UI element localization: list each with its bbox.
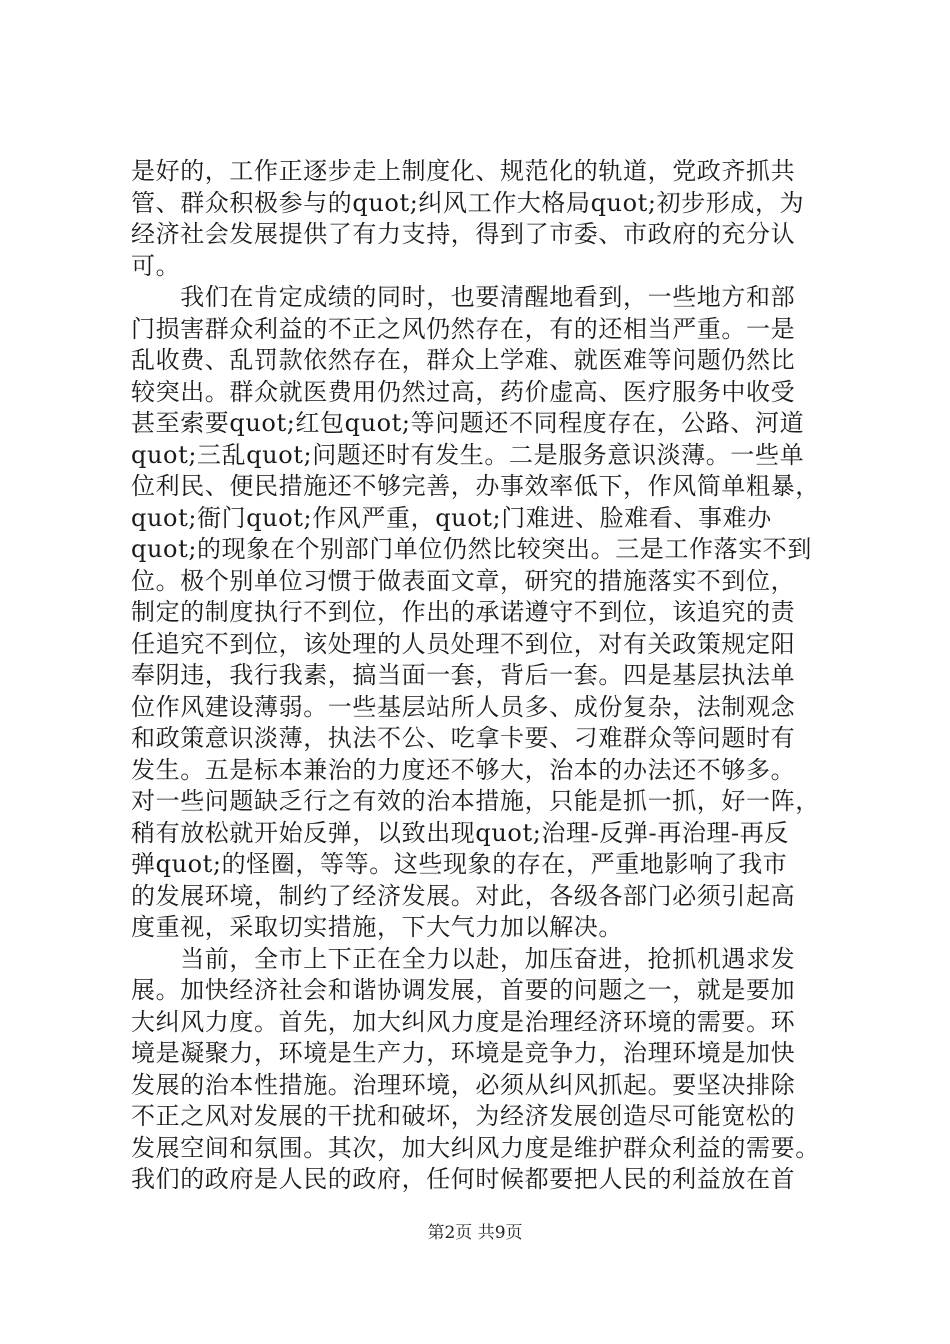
body-text: [131, 156, 831, 1196]
text-line: 大纠风力度。首先，加大纠风力度是治理经济环境的需要。环: [131, 1007, 796, 1036]
text-line: 稍有放松就开始反弹，以致出现quot;治理-反弹-再治理-再反: [131, 818, 789, 847]
text-line: 当前，全市上下正在全力以赴，加压奋进，抢抓机遇求发: [131, 944, 796, 973]
text-line: 任追究不到位，该处理的人员处理不到位，对有关政策规定阳: [131, 629, 796, 658]
text-line: 乱收费、乱罚款依然存在，群众上学难、就医难等问题仍然比: [131, 346, 796, 374]
text-line: 度重视，采取切实措施，下大气力加以解决。: [131, 913, 623, 941]
text-line: 制定的制度执行不到位，作出的承诺遵守不到位，该追究的责: [131, 598, 796, 626]
text-line: 是好的，工作正逐步走上制度化、规范化的轨道，党政齐抓共: [131, 157, 796, 185]
text-line: 不正之风对发展的干扰和破坏，为经济发展创造尽可能宽松的: [131, 1102, 796, 1130]
text-line: 发展空间和氛围。其次，加大纠风力度是维护群众利益的需要。: [131, 1133, 820, 1162]
text-line: 位作风建设薄弱。一些基层站所人员多、成份复杂，法制观念: [131, 692, 796, 721]
text-line: 弹quot;的怪圈，等等。这些现象的存在，严重地影响了我市: [131, 850, 788, 878]
text-line: 管、群众积极参与的quot;纠风工作大格局quot;初步形成，为: [131, 188, 805, 217]
text-line: 可。: [131, 251, 181, 280]
text-line: 位。极个别单位习惯于做表面文章，研究的措施落实不到位，: [131, 566, 796, 595]
text-line: 发展的治本性措施。治理环境，必须从纠风抓起。要坚决排除: [131, 1070, 796, 1099]
text-line: 门损害群众利益的不正之风仍然存在，有的还相当严重。一是: [131, 314, 796, 343]
text-line: 位利民、便民措施还不够完善，办事效率低下，作风简单粗暴，: [131, 472, 820, 500]
text-line: 我们的政府是人民的政府，任何时候都要把人民的利益放在首: [131, 1165, 796, 1193]
text-line: 展。加快经济社会和谐协调发展，首要的问题之一，就是要加: [131, 976, 796, 1004]
text-line: 对一些问题缺乏行之有效的治本措施，只能是抓一抓，好一阵，: [131, 787, 820, 815]
text-line: 甚至索要quot;红包quot;等问题还不同程度存在，公路、河道: [131, 409, 805, 437]
text-line: quot;三乱quot;问题还时有发生。二是服务意识淡薄。一些单: [131, 440, 805, 469]
text-line: 发生。五是标本兼治的力度还不够大，治本的办法还不够多。: [131, 755, 796, 784]
text-line: 境是凝聚力，环境是生产力，环境是竞争力，治理环境是加快: [131, 1039, 796, 1067]
text-line: 奉阴违，我行我素，搞当面一套，背后一套。四是基层执法单: [131, 661, 796, 689]
text-line: quot;的现象在个别部门单位仍然比较突出。三是工作落实不到: [131, 535, 812, 563]
text-line: 我们在肯定成绩的同时，也要清醒地看到，一些地方和部: [131, 283, 796, 311]
text-line: 的发展环境，制约了经济发展。对此，各级各部门必须引起高: [131, 881, 796, 910]
text-line: quot;衙门quot;作风严重，quot;门难进、脸难看、事难办: [131, 503, 772, 532]
text-line: 经济社会发展提供了有力支持，得到了市委、市政府的充分认: [131, 220, 796, 248]
text-line: 较突出。群众就医费用仍然过高，药价虚高、医疗服务中收受: [131, 377, 796, 406]
text-line: 和政策意识淡薄，执法不公、吃拿卡要、刁难群众等问题时有: [131, 724, 796, 752]
page-number: 第2页 共9页: [427, 1223, 523, 1243]
